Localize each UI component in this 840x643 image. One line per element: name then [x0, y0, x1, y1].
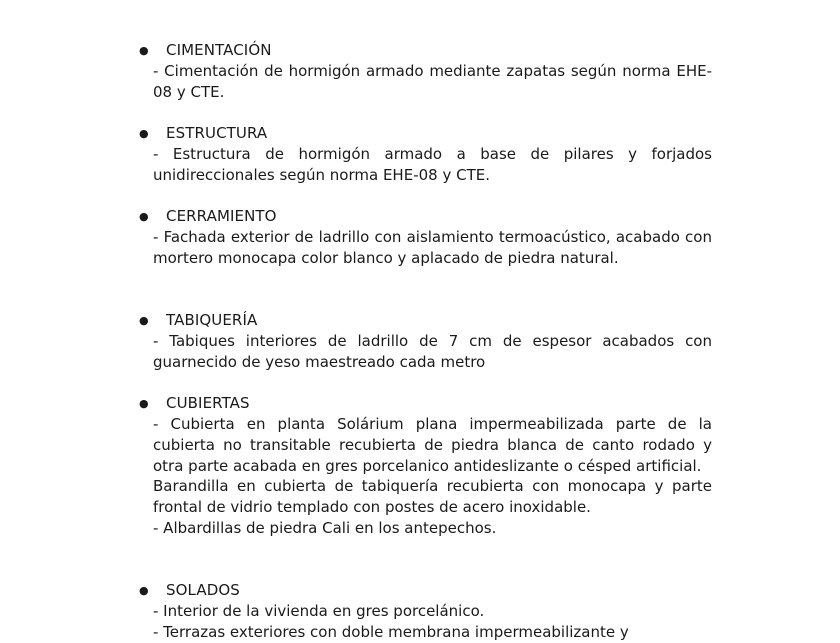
- heading-text: SOLADOS: [166, 581, 240, 599]
- bullet-icon: ●: [139, 210, 149, 223]
- paragraph: - Fachada exterior de ladrillo con aislamiento termoacústico, acabado con mortero monocapa color blanco y aplacado de piedra natural.: [153, 228, 712, 267]
- section-body: [153, 227, 712, 269]
- section-cubiertas: [0, 393, 840, 539]
- paragraph: - Estructura de hormigón armado a base de pilares y forjados unidireccionales según norma EHE-08 y CTE.: [153, 145, 712, 184]
- paragraph: - Albardillas de piedra Cali en los antepechos.: [153, 518, 497, 537]
- bullet-icon: ●: [139, 397, 149, 410]
- heading-text: CUBIERTAS: [166, 394, 250, 412]
- section-heading: [0, 123, 840, 144]
- section-estructura: [0, 123, 840, 186]
- section-tabiqueria: [0, 310, 840, 373]
- section-solados: [0, 580, 840, 643]
- paragraph: - Tabiques interiores de ladrillo de 7 cm de espesor acabados con guarnecido de yeso maestreado cada metro: [153, 332, 712, 371]
- section-cerramiento: [0, 206, 840, 269]
- bullet-icon: ●: [139, 44, 149, 57]
- section-heading: [0, 310, 840, 331]
- paragraph: - Terrazas exteriores con doble membrana impermeabilizante y: [153, 622, 629, 641]
- bullet-icon: ●: [139, 127, 149, 140]
- section-heading: [0, 40, 840, 61]
- paragraph: Barandilla en cubierta de tabiquería recubierta con monocapa y parte frontal de vidrio templado con postes de acero inoxidable.: [153, 477, 712, 516]
- section-heading: [0, 393, 840, 414]
- section-body: [153, 144, 712, 186]
- paragraph: - Interior de la vivienda en gres porcelánico.: [153, 602, 485, 620]
- bullet-icon: ●: [139, 584, 149, 597]
- heading-text: CERRAMIENTO: [166, 207, 277, 225]
- section-cimentacion: [0, 40, 840, 103]
- bullet-icon: ●: [139, 314, 149, 327]
- paragraph: - Cimentación de hormigón armado mediante zapatas según norma EHE-08 y CTE.: [153, 62, 712, 101]
- heading-text: CIMENTACIÓN: [166, 41, 272, 59]
- section-heading: [0, 580, 840, 601]
- paragraph: - Cubierta en planta Solárium plana impermeabilizada parte de la cubierta no transitable recubierta de piedra blanca de canto rodado y otra parte acabada en gres porcelanico antideslizante o césped artificial.: [153, 415, 712, 475]
- section-heading: [0, 206, 840, 227]
- section-body: [153, 331, 712, 373]
- heading-text: ESTRUCTURA: [166, 124, 268, 142]
- heading-text: TABIQUERÍA: [166, 311, 258, 329]
- section-body: [153, 61, 712, 103]
- section-body: [153, 414, 712, 539]
- section-body: [153, 601, 712, 643]
